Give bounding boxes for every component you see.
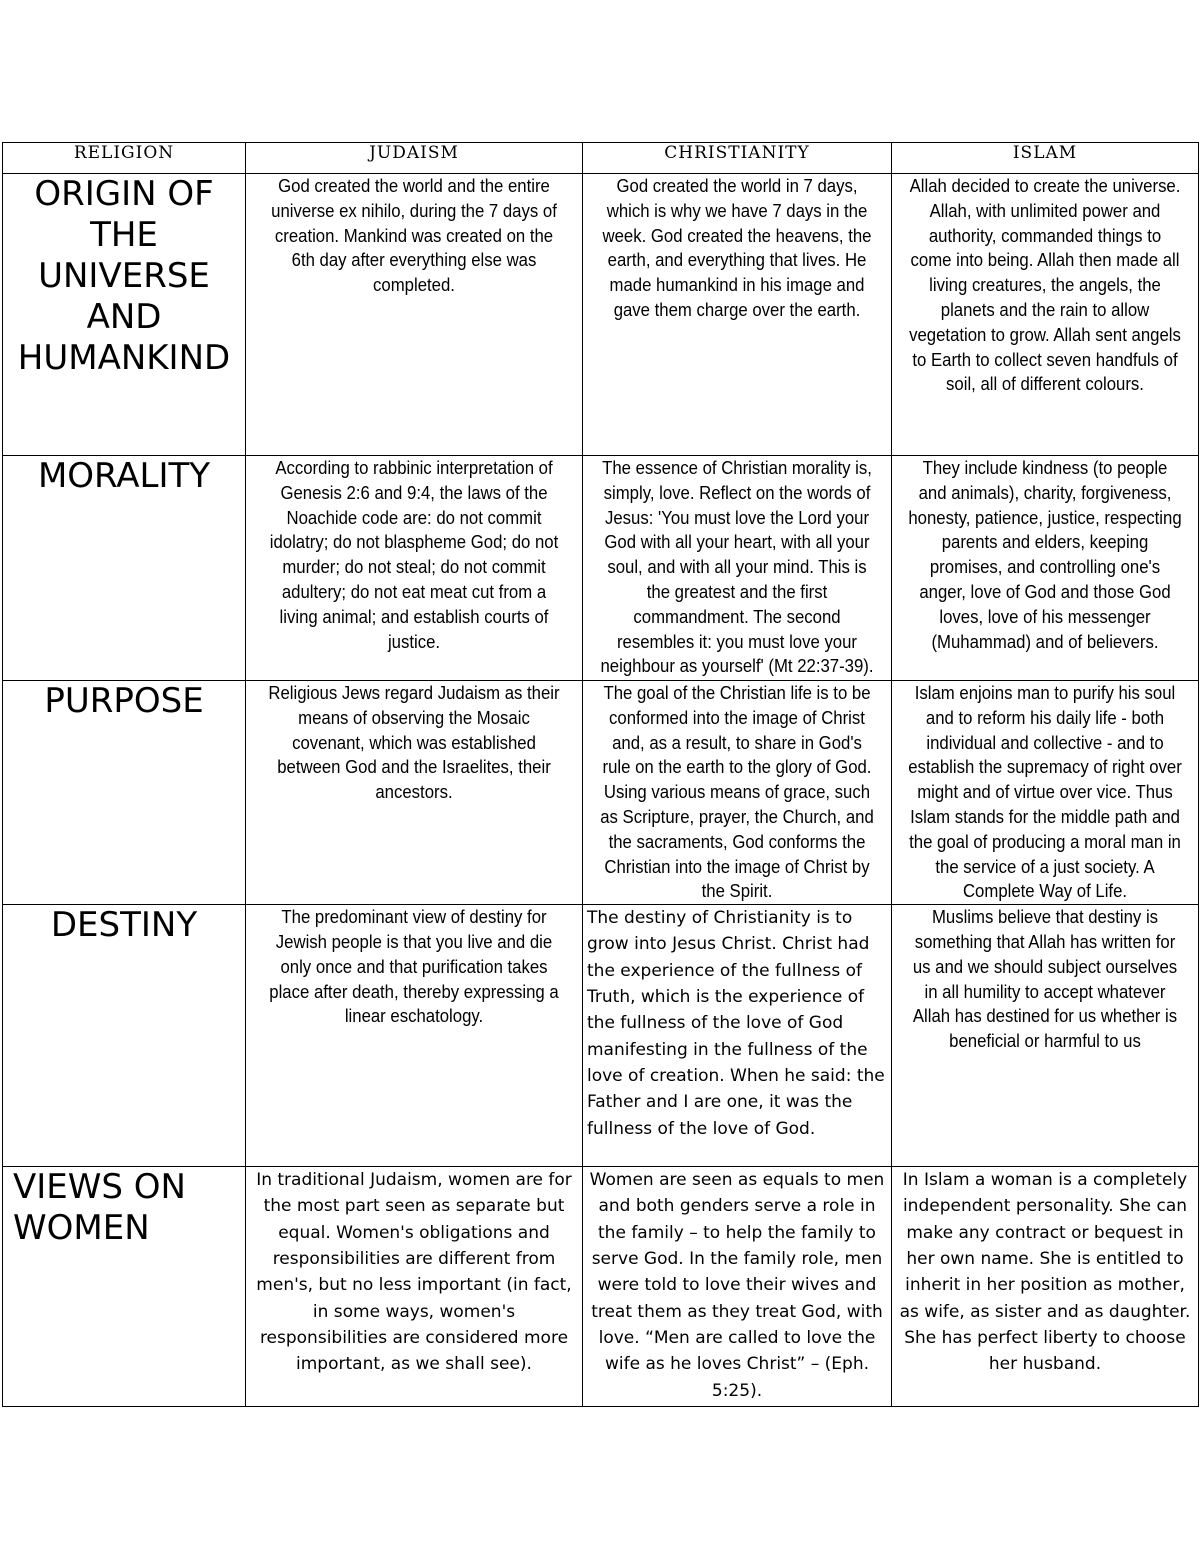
row-label-purpose: PURPOSE [3,681,246,905]
cell-origin-judaism: God created the world and the entire universe ex nihilo, during the 7 days of creation. Mankind was created on the 6th day after everything else was completed. [246,174,583,456]
header-religion: RELIGION [3,143,246,174]
row-label-origin: ORIGIN OF THE UNIVERSE AND HUMANKIND [3,174,246,456]
cell-destiny-judaism: The predominant view of destiny for Jewish people is that you live and die only once and that purification takes place after death, thereby expressing a linear eschatology. [246,905,583,1167]
header-islam: ISLAM [892,143,1199,174]
cell-morality-islam: They include kindness (to people and animals), charity, forgiveness, honesty, patience, justice, respecting parents and elders, keeping promises, and controlling one's anger, love of God and those God loves, love of his messenger (Muhammad) and of believers. [892,456,1199,681]
cell-women-islam: In Islam a woman is a completely independent personality. She can make any contract or bequest in her own name. She is entitled to inherit in her position as mother, as wife, as sister and as daughter. She has perfect liberty to choose her husband. [892,1167,1199,1407]
row-morality [3,456,1199,681]
cell-purpose-christianity: The goal of the Christian life is to be conformed into the image of Christ and, as a result, to share in God's rule on the earth to the glory of God. Using various means of grace, such as Scripture, prayer, the Church, and the sacraments, God conforms the Christian into the image of Christ by the Spirit. [583,681,892,905]
header-row [3,143,1199,174]
comparison-table [2,142,1199,1407]
row-label-morality: MORALITY [3,456,246,681]
row-purpose [3,681,1199,905]
row-label-women: VIEWS ON WOMEN [3,1167,246,1407]
row-origin [3,174,1199,456]
cell-purpose-judaism: Religious Jews regard Judaism as their means of observing the Mosaic covenant, which was established between God and the Israelites, their ancestors. [246,681,583,905]
row-women [3,1167,1199,1407]
cell-morality-christianity: The essence of Christian morality is, simply, love. Reflect on the words of Jesus: 'You must love the Lord your God with all your heart, with all your soul, and with all your mind. This is the greatest and the first commandment. The second resembles it: you must love your neighbour as yourself' (Mt 22:37-39). [583,456,892,681]
cell-destiny-islam: Muslims believe that destiny is something that Allah has written for us and we should subject ourselves in all humility to accept whatever Allah has destined for us whether is beneficial or harmful to us [892,905,1199,1167]
cell-women-christianity: Women are seen as equals to men and both genders serve a role in the family – to help the family to serve God. In the family role, men were told to love their wives and treat them as they treat God, with love. “Men are called to love the wife as he loves Christ” – (Eph. 5:25). [583,1167,892,1407]
cell-purpose-islam: Islam enjoins man to purify his soul and to reform his daily life - both individual and collective - and to establish the supremacy of right over might and of virtue over vice. Thus Islam stands for the middle path and the goal of producing a moral man in the service of a just society. A Complete Way of Life. [892,681,1199,905]
row-destiny [3,905,1199,1167]
header-judaism: JUDAISM [246,143,583,174]
cell-origin-islam: Allah decided to create the universe. Allah, with unlimited power and authority, commanded things to come into being. Allah then made all living creatures, the angels, the planets and the rain to allow vegetation to grow. Allah sent angels to Earth to collect seven handfuls of soil, all of different colours. [892,174,1199,456]
cell-destiny-christianity: The destiny of Christianity is to grow into Jesus Christ. Christ had the experience of the fullness of Truth, which is the experience of the fullness of the love of God manifesting in the fullness of the love of creation. When he said: the Father and I are one, it was the fullness of the love of God. [583,905,892,1167]
cell-origin-christianity: God created the world in 7 days, which is why we have 7 days in the week. God created the heavens, the earth, and everything that lives. He made humankind in his image and gave them charge over the earth. [583,174,892,456]
header-christianity: CHRISTIANITY [583,143,892,174]
row-label-destiny: DESTINY [3,905,246,1167]
cell-women-judaism: In traditional Judaism, women are for the most part seen as separate but equal. Women's obligations and responsibilities are different from men's, but no less important (in fact, in some ways, women's responsibilities are considered more important, as we shall see). [246,1167,583,1407]
cell-morality-judaism: According to rabbinic interpretation of Genesis 2:6 and 9:4, the laws of the Noachide code are: do not commit idolatry; do not blaspheme God; do not murder; do not steal; do not commit adultery; do not eat meat cut from a living animal; and establish courts of justice. [246,456,583,681]
